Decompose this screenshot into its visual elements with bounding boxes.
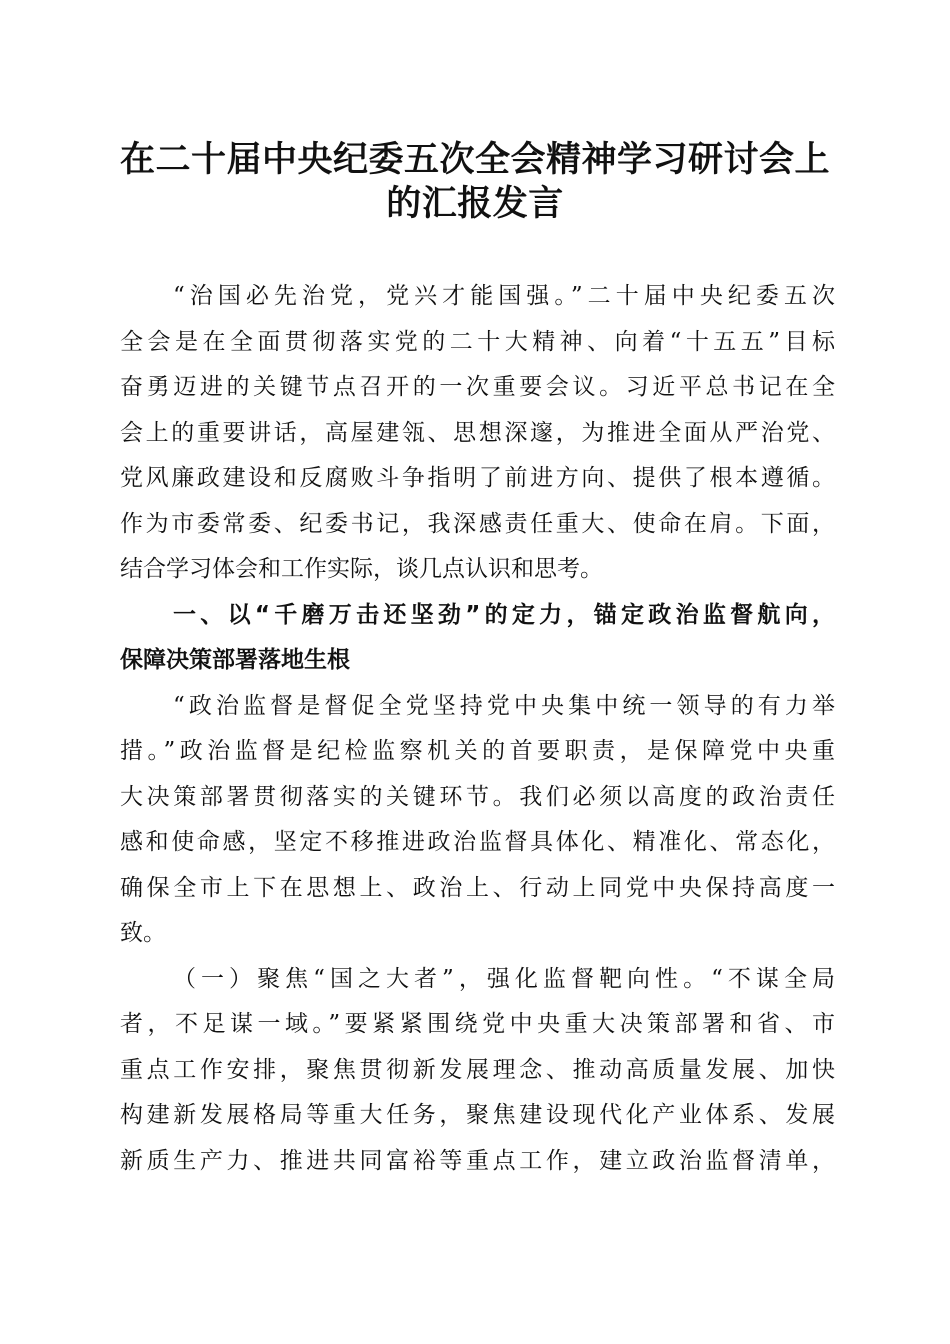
section-heading-1-cont: 保障决策部署落地生根 <box>120 647 350 673</box>
text-line: 确保全市上下在思想上、政治上、行动上同党中央保持高度一 <box>120 874 835 901</box>
text-line: 奋勇迈进的关键节点召开的一次重要会议。习近平总书记在全 <box>120 374 835 400</box>
text-line: 作为市委常委、纪委书记，我深感责任重大、使命在肩。下面， <box>120 510 835 537</box>
text-line: 构建新发展格局等重大任务，聚焦建设现代化产业体系、发展 <box>120 1102 835 1128</box>
text-line: 会上的重要讲话，高屋建瓴、思想深邃，为推进全面从严治党、 <box>120 419 835 446</box>
text-line: 党风廉政建设和反腐败斗争指明了前进方向、提供了根本遵循。 <box>120 465 835 491</box>
text-line: （一）聚焦“国之大者”，强化监督靶向性。“不谋全局 <box>173 965 835 992</box>
text-line: “政治监督是督促全党坚持党中央集中统一领导的有力举 <box>173 692 835 719</box>
text-line: 感和使命感，坚定不移推进政治监督具体化、精准化、常态化， <box>120 829 835 855</box>
text-line: 措。”政治监督是纪检监察机关的首要职责，是保障党中央重 <box>120 738 835 764</box>
text-line: “治国必先治党，党兴才能国强。”二十届中央纪委五次 <box>173 283 835 309</box>
page-title-line-2: 的汇报发言 <box>386 183 564 224</box>
page-title-line-1: 在二十届中央纪委五次全会精神学习研讨会上 <box>119 139 830 180</box>
text-line: 结合学习体会和工作实际，谈几点认识和思考。 <box>120 556 603 582</box>
text-line: 全会是在全面贯彻落实党的二十大精神、向着“十五五”目标 <box>120 328 835 355</box>
text-line: 大决策部署贯彻落实的关键环节。我们必须以高度的政治责任 <box>120 783 835 810</box>
text-line: 重点工作安排，聚焦贯彻新发展理念、推动高质量发展、加快 <box>120 1056 835 1083</box>
section-heading-1: 一、以“千磨万击还坚劲”的定力，锚定政治监督航向， <box>173 601 835 628</box>
text-line: 者，不足谋一域。”要紧紧围绕党中央重大决策部署和省、市 <box>120 1011 835 1037</box>
text-line: 新质生产力、推进共同富裕等重点工作，建立政治监督清单， <box>120 1147 835 1174</box>
text-line: 致。 <box>120 920 166 946</box>
paragraph-intro <box>120 274 835 1184</box>
